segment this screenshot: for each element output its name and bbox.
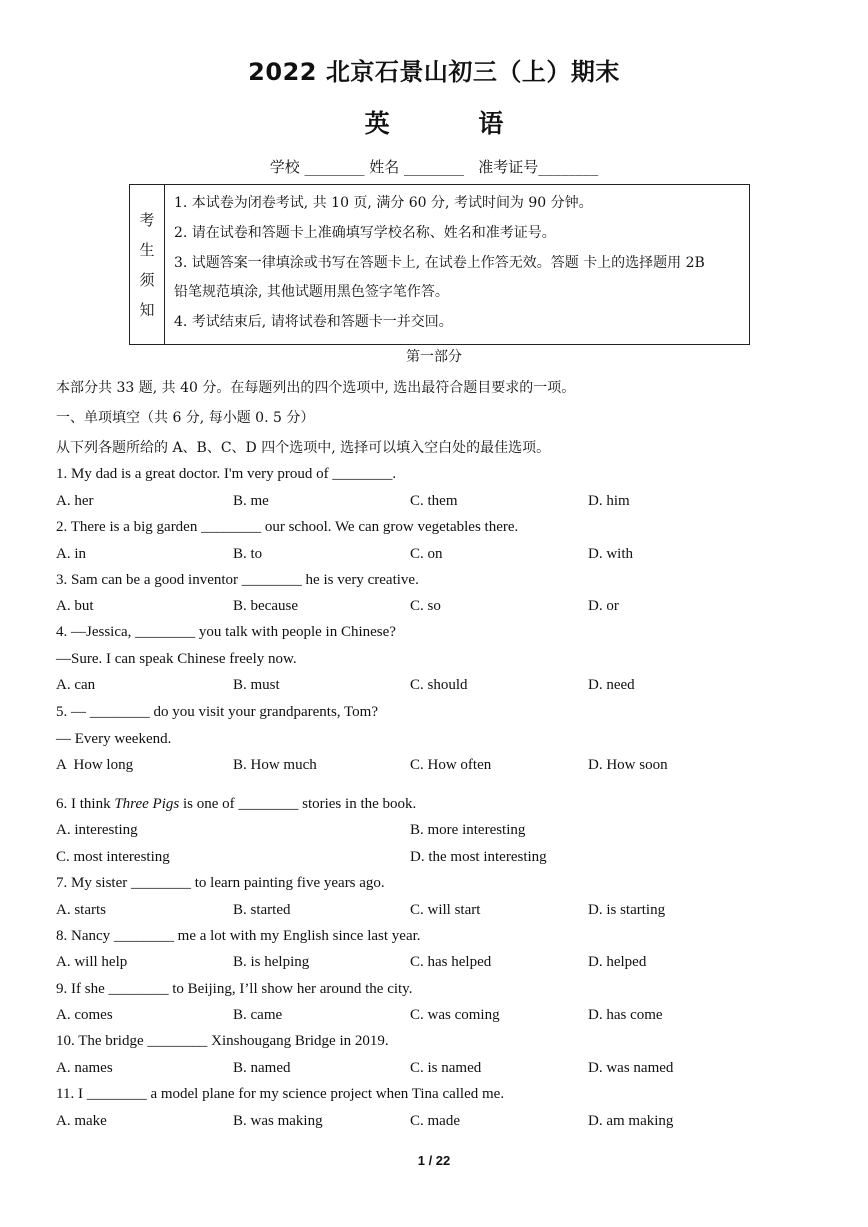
notice-line: 1. 本试卷为闭卷考试, 共 10 页, 满分 60 分, 考试时间为 90 分钟。 [174, 195, 593, 211]
option-c: C. should [410, 677, 468, 693]
stem-text: 6. I think [56, 796, 115, 812]
option-d: D. am making [588, 1113, 674, 1129]
question-stem: 4. —Jessica, ________ you talk with people in Chinese? [56, 624, 396, 640]
notice-box [129, 184, 750, 345]
option-a: A. in [56, 546, 86, 562]
question-stem: 8. Nancy ________ me a lot with my English since last year. [56, 928, 421, 944]
subject-title: 英 语 [364, 109, 544, 138]
option-b: B. was making [233, 1113, 323, 1129]
option-d: D. need [588, 677, 635, 693]
option-a: A. starts [56, 902, 106, 918]
option-d: D. How soon [588, 757, 668, 773]
notice-label-char: 考 [139, 210, 155, 229]
option-d: D. with [588, 546, 633, 562]
option-b: B. is helping [233, 954, 310, 970]
option-a: A. make [56, 1113, 107, 1129]
option-d: D. was named [588, 1060, 674, 1076]
option-a: A How long [56, 757, 134, 773]
question-stem: 9. If she ________ to Beijing, I’ll show her around the city. [56, 981, 413, 997]
question-stem: 11. I ________ a model plane for my science project when Tina called me. [56, 1086, 505, 1102]
option-b: B. came [233, 1007, 283, 1023]
option-c: C. How often [410, 757, 492, 773]
notice-line: 3. 试题答案一律填涂或书写在答题卡上, 在试卷上作答无效。答题 卡上的选择题用 2B [174, 254, 705, 271]
option-b: B. named [233, 1060, 291, 1076]
part-intro: 本部分共 33 题, 共 40 分。在每题列出的四个选项中, 选出最符合题目要求的一项。 [56, 380, 576, 396]
student-info-line: 学校 ________ 姓名 ________ 准考证号________ [269, 158, 599, 176]
notice-label-char: 须 [139, 270, 155, 289]
option-c: C. will start [410, 902, 481, 918]
option-a: A. will help [56, 954, 128, 970]
part-heading: 第一部分 [406, 349, 462, 365]
option-b: B. started [233, 902, 291, 918]
option-b: B. How much [233, 757, 317, 773]
option-a: A. names [56, 1060, 113, 1076]
question-stem: 1. My dad is a great doctor. I'm very proud of ________. [56, 466, 397, 482]
question-stem: 10. The bridge ________ Xinshougang Bridge in 2019. [56, 1033, 389, 1049]
option-a: A. her [56, 493, 94, 509]
option-a: A. comes [56, 1007, 113, 1023]
option-c: C. made [410, 1113, 460, 1129]
stem-text: is one of ________ stories in the book. [179, 796, 417, 812]
option-a: A. can [56, 677, 96, 693]
option-d: D. him [588, 493, 630, 509]
section-title: 一、单项填空（共 6 分, 每小题 0. 5 分） [56, 410, 315, 426]
question-stem: 5. — ________ do you visit your grandparents, Tom? [56, 704, 378, 720]
notice-label [130, 185, 165, 344]
exam-title: 2022 北京石景山初三（上）期末 [248, 58, 620, 86]
section-intro: 从下列各题所给的 A、B、C、D 四个选项中, 选择可以填入空白处的最佳选项。 [56, 440, 551, 456]
option-c: C. was coming [410, 1007, 500, 1023]
option-d: D. or [588, 598, 619, 614]
option-d: D. the most interesting [410, 849, 547, 865]
option-b: B. to [233, 546, 263, 562]
option-d: D. helped [588, 954, 647, 970]
option-b: B. because [233, 598, 298, 614]
option-c: C. is named [410, 1060, 482, 1076]
option-c: C. so [410, 598, 441, 614]
question-stem: 7. My sister ________ to learn painting five years ago. [56, 875, 385, 891]
option-b: B. me [233, 493, 269, 509]
option-b: B. more interesting [410, 822, 526, 838]
question-stem: 2. There is a big garden ________ our school. We can grow vegetables there. [56, 519, 519, 535]
option-c: C. most interesting [56, 849, 170, 865]
option-a: A. but [56, 598, 94, 614]
page-number: 1 / 22 [417, 1153, 451, 1168]
notice-label-char: 知 [139, 300, 155, 319]
notice-body [174, 189, 743, 338]
question-response: —Sure. I can speak Chinese freely now. [56, 651, 297, 667]
option-d: D. is starting [588, 902, 666, 918]
option-c: C. them [410, 493, 458, 509]
notice-line: 铅笔规范填涂, 其他试题用黑色签字笔作答。 [174, 284, 449, 301]
notice-line: 2. 请在试卷和答题卡上准确填写学校名称、姓名和准考证号。 [174, 224, 556, 241]
notice-label-char: 生 [139, 240, 155, 259]
notice-line: 4. 考试结束后, 请将试卷和答题卡一并交回。 [174, 314, 453, 331]
question-response: — Every weekend. [56, 731, 172, 747]
book-title: Three Pigs [114, 796, 180, 812]
question-stem [56, 796, 416, 813]
option-c: C. on [410, 546, 443, 562]
option-d: D. has come [588, 1007, 663, 1023]
option-a: A. interesting [56, 822, 138, 838]
question-stem: 3. Sam can be a good inventor ________ he is very creative. [56, 572, 419, 588]
option-b: B. must [233, 677, 280, 693]
option-c: C. has helped [410, 954, 492, 970]
